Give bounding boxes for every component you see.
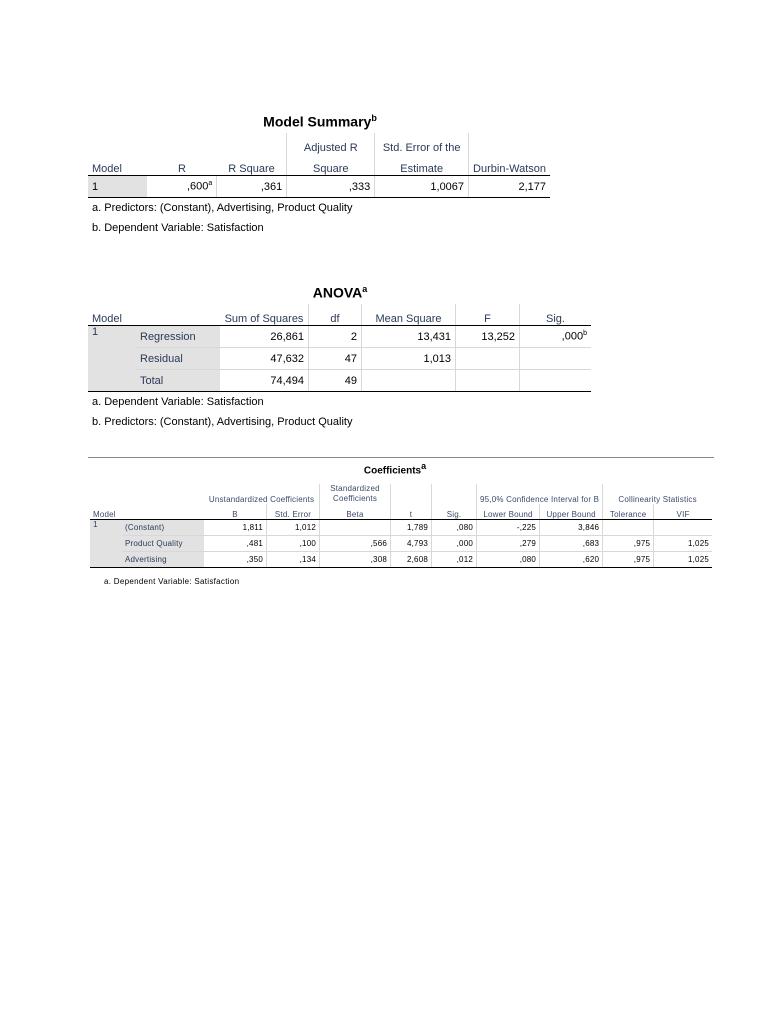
ms-header-model: Model (88, 154, 147, 176)
ms-row-r-value: ,600 (187, 180, 209, 193)
co-header-vif: VIF (654, 504, 712, 520)
co-constant-b: 1,811 (204, 520, 267, 536)
co-adv-b: ,350 (204, 552, 267, 568)
co-adv-vif: 1,025 (654, 552, 712, 568)
ms-row-model: 1 (88, 176, 147, 198)
co-constant-lb: -,225 (477, 520, 540, 536)
anova-total-df: 49 (309, 370, 362, 392)
co-header-se: Std. Error (267, 504, 320, 520)
co-group-std-1: Standardized (330, 484, 380, 493)
co-label-constant: (Constant) (122, 520, 204, 536)
co-adv-t: 2,608 (391, 552, 432, 568)
coefficients-title (340, 461, 450, 476)
co-constant-sig: ,080 (432, 520, 477, 536)
co-header-b: B (204, 504, 267, 520)
co-constant-tol (603, 520, 654, 536)
co-blank-t (391, 484, 432, 504)
co-constant-t: 1,789 (391, 520, 432, 536)
co-blank-sig (432, 484, 477, 504)
ms-blank-2 (147, 133, 217, 154)
anova-model-number: 1 (88, 326, 136, 392)
co-adv-tol: ,975 (603, 552, 654, 568)
ms-header-adj-r-1: Adjusted R (287, 133, 375, 154)
ms-header-adj-r-2: Square (287, 154, 375, 176)
ms-blank-6 (469, 133, 550, 154)
anova-label-residual: Residual (136, 348, 220, 370)
anova-header-ss: Sum of Squares (220, 304, 309, 326)
anova-header-sig: Sig. (520, 304, 592, 326)
co-constant-se: 1,012 (267, 520, 320, 536)
anova-label-total: Total (136, 370, 220, 392)
ms-row-r (147, 176, 217, 198)
anova-header-ms: Mean Square (362, 304, 456, 326)
co-adv-beta: ,308 (320, 552, 391, 568)
co-pq-sig: ,000 (432, 536, 477, 552)
co-group-std (320, 484, 391, 504)
co-pq-se: ,100 (267, 536, 320, 552)
anova-title-sup: a (362, 284, 368, 294)
anova-regression-ss: 26,861 (220, 326, 309, 348)
ms-blank-1 (88, 133, 147, 154)
co-header-lb: Lower Bound (477, 504, 540, 520)
co-pq-tol: ,975 (603, 536, 654, 552)
co-header-sig: Sig. (432, 504, 477, 520)
coefficients-note: a. Dependent Variable: Satisfaction (104, 577, 240, 586)
ms-header-std-err-2: Estimate (375, 154, 469, 176)
co-pq-t: 4,793 (391, 536, 432, 552)
coefficients-title-sup: a (421, 461, 427, 471)
co-adv-lb: ,080 (477, 552, 540, 568)
ms-row-r-sup: a (208, 180, 213, 188)
ms-header-r-square: R Square (217, 154, 287, 176)
co-constant-beta (320, 520, 391, 536)
model-summary-title-text: Model Summary (263, 113, 372, 130)
ms-row-r-square: ,361 (217, 176, 287, 198)
anova-header-df: df (309, 304, 362, 326)
co-header-beta: Beta (320, 504, 391, 520)
anova-total-f (456, 370, 520, 392)
coefficients-title-text: Coefficients (363, 465, 422, 477)
co-constant-ub: 3,846 (540, 520, 603, 536)
anova-title (300, 284, 380, 301)
anova-total-ms (362, 370, 456, 392)
co-blank-1 (90, 484, 122, 504)
anova-residual-df: 47 (309, 348, 362, 370)
co-constant-vif (654, 520, 712, 536)
model-summary-title-sup: b (371, 113, 377, 123)
anova-regression-f: 13,252 (456, 326, 520, 348)
ms-header-dw: Durbin-Watson (469, 154, 550, 176)
co-pq-ub: ,683 (540, 536, 603, 552)
co-blank-2 (122, 484, 204, 504)
anova-regression-sig-value: ,000 (561, 330, 584, 343)
co-model-number: 1 (90, 520, 122, 568)
anova-regression-sig-sup: b (583, 330, 587, 338)
co-adv-ub: ,620 (540, 552, 603, 568)
anova-regression-sig (520, 326, 592, 348)
ms-note-a: a. Predictors: (Constant), Advertising, Product Quality (92, 202, 353, 214)
anova-residual-sig (520, 348, 592, 370)
ms-header-std-err-1: Std. Error of the (375, 133, 469, 154)
ms-row-adj-r-square: ,333 (287, 176, 375, 198)
anova-residual-ss: 47,632 (220, 348, 309, 370)
co-group-collin: Collinearity Statistics (618, 495, 697, 504)
ms-blank-3 (217, 133, 287, 154)
ms-row-std-error: 1,0067 (375, 176, 469, 198)
co-group-unstd: Unstandardized Coefficients (204, 484, 320, 504)
anova-total-ss: 74,494 (220, 370, 309, 392)
co-adv-se: ,134 (267, 552, 320, 568)
anova-note-b: b. Predictors: (Constant), Advertising, Product Quality (92, 416, 353, 428)
co-header-ub: Upper Bound (540, 504, 603, 520)
co-header-model: Model (90, 504, 204, 520)
ms-row-durbin-watson: 2,177 (469, 176, 550, 198)
model-summary-title (250, 113, 390, 130)
co-label-advertising: Advertising (122, 552, 204, 568)
co-header-t: t (391, 504, 432, 520)
anova-total-sig (520, 370, 592, 392)
anova-note-a: a. Dependent Variable: Satisfaction (92, 396, 264, 408)
co-group-std-2: Coefficients (332, 494, 378, 503)
anova-label-regression: Regression (136, 326, 220, 348)
co-pq-vif: 1,025 (654, 536, 712, 552)
anova-residual-f (456, 348, 520, 370)
ms-note-b: b. Dependent Variable: Satisfaction (92, 222, 264, 234)
anova-regression-ms: 13,431 (362, 326, 456, 348)
co-header-tol: Tolerance (603, 504, 654, 520)
co-group-ci: 95,0% Confidence Interval for B (477, 484, 603, 504)
anova-regression-df: 2 (309, 326, 362, 348)
co-pq-b: ,481 (204, 536, 267, 552)
anova-header-f: F (456, 304, 520, 326)
anova-title-text: ANOVA (312, 284, 363, 301)
coefficients-table (90, 484, 712, 568)
ms-header-r: R (147, 154, 217, 176)
model-summary-table (88, 133, 550, 198)
co-label-product-quality: Product Quality (122, 536, 204, 552)
anova-residual-ms: 1,013 (362, 348, 456, 370)
co-adv-sig: ,012 (432, 552, 477, 568)
coefficients-top-rule (88, 457, 714, 458)
co-pq-lb: ,279 (477, 536, 540, 552)
co-pq-beta: ,566 (320, 536, 391, 552)
anova-table (88, 304, 591, 392)
anova-header-model: Model (88, 304, 220, 326)
